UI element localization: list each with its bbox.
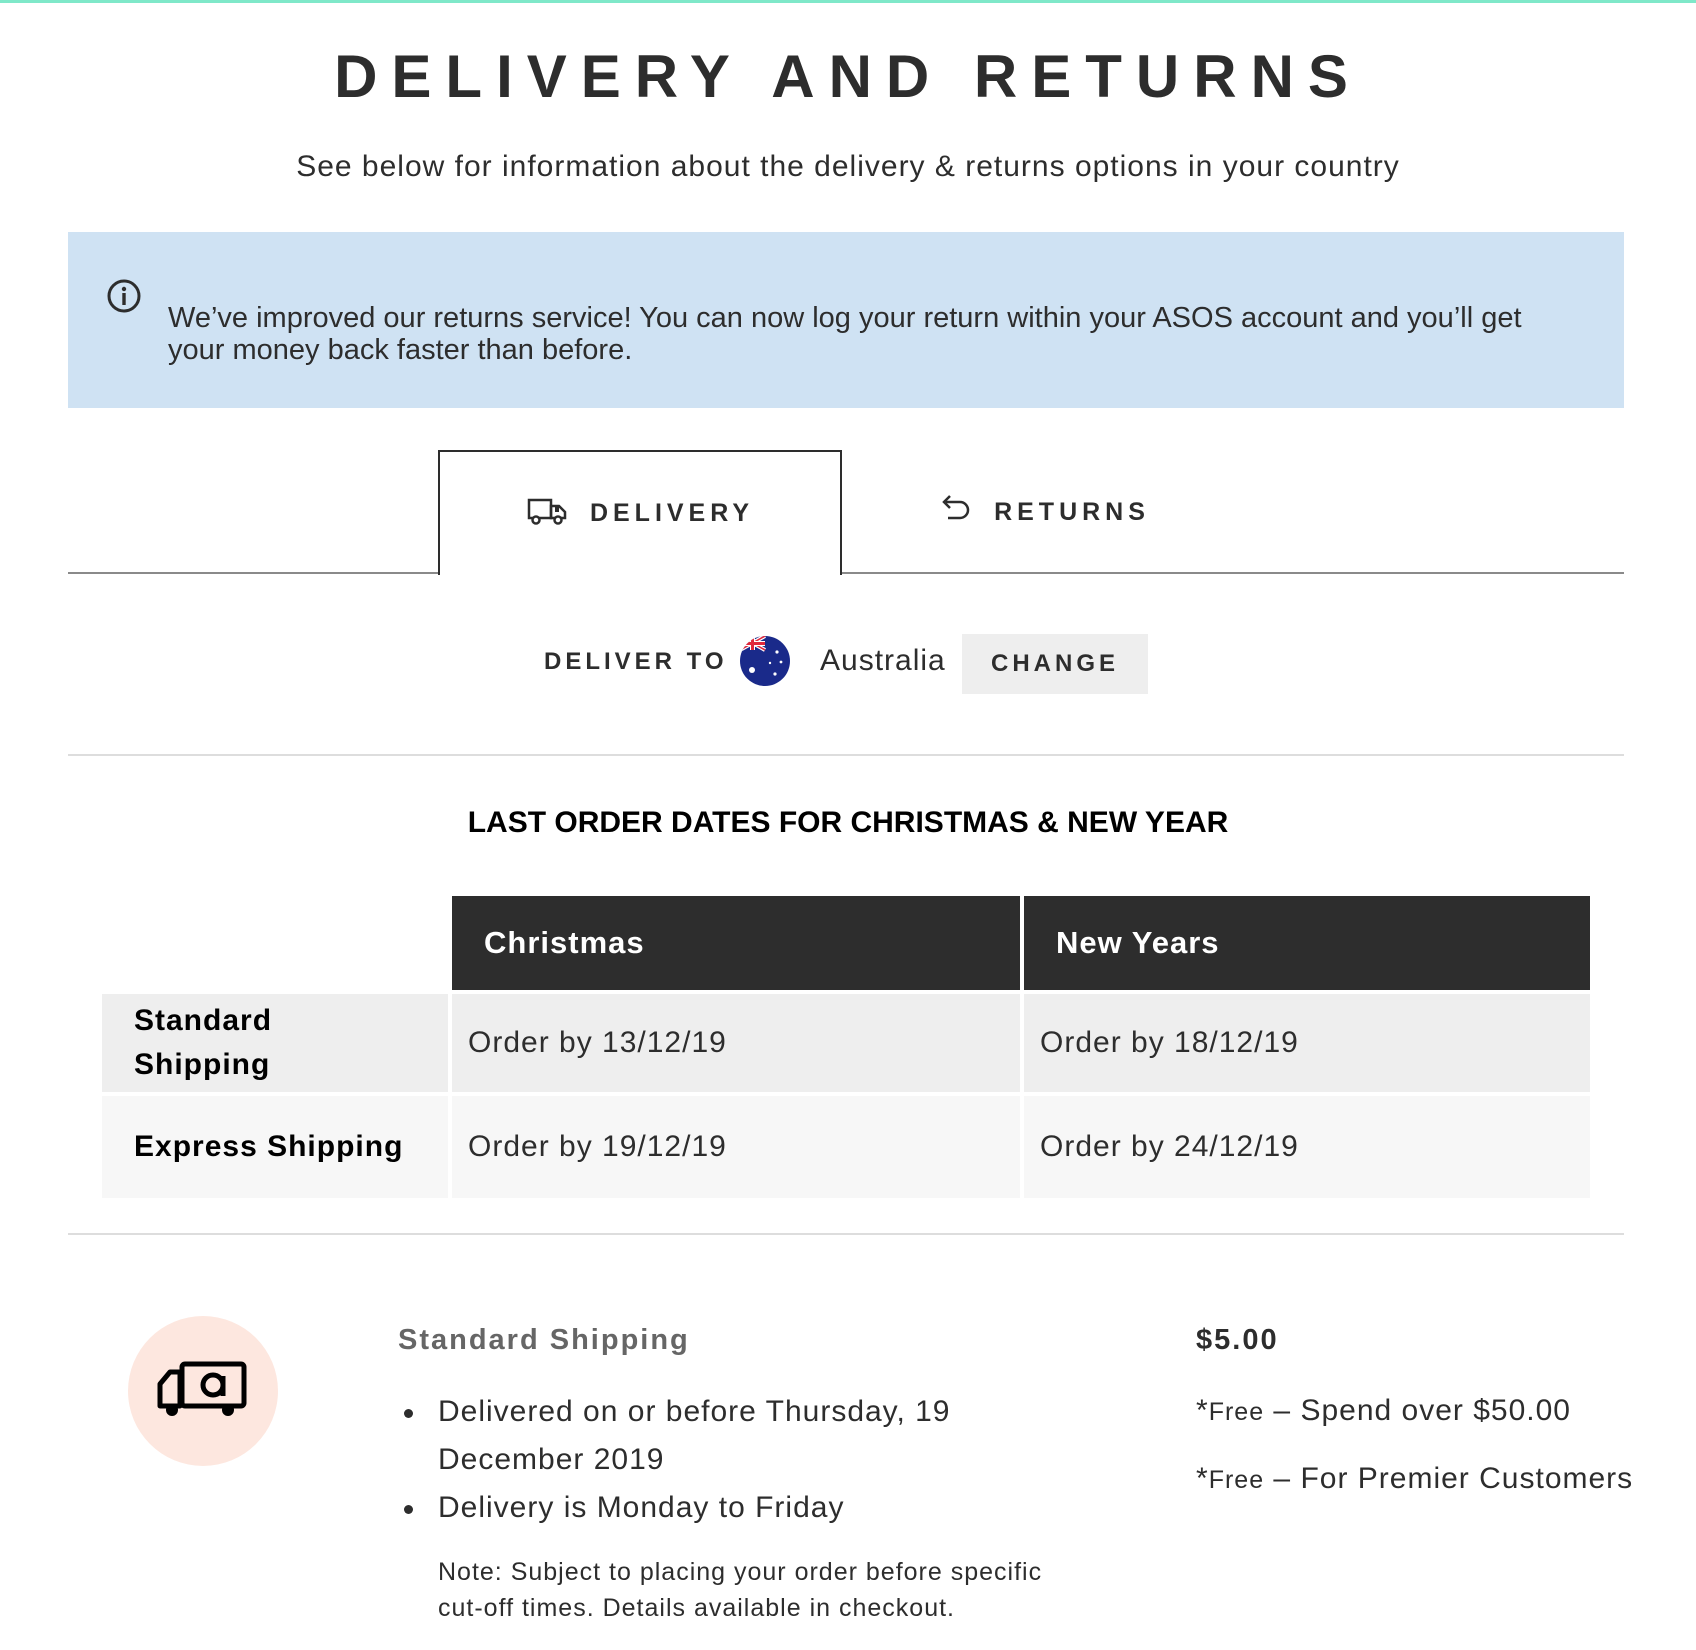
asterisk: * xyxy=(1196,1394,1209,1427)
info-icon xyxy=(106,278,142,314)
info-banner xyxy=(68,232,1624,408)
shipping-details-list xyxy=(398,1388,1038,1532)
section-divider xyxy=(68,754,1624,756)
free-offer-line xyxy=(1196,1394,1571,1428)
tab-returns-label: RETURNS xyxy=(994,497,1150,526)
free-label: Free xyxy=(1208,1398,1265,1426)
row-header-label: Standard Shipping xyxy=(134,1004,273,1081)
free-label: Free xyxy=(1208,1466,1265,1494)
return-arrow-icon xyxy=(938,494,972,531)
free-offer-text: – For Premier Customers xyxy=(1264,1462,1634,1495)
deliver-to-label: DELIVER TO xyxy=(544,648,728,675)
standard-shipping-title: Standard Shipping xyxy=(398,1324,690,1356)
free-offer-line xyxy=(1196,1462,1633,1496)
table-cell: Order by 19/12/19 xyxy=(452,1096,1020,1198)
shipping-note: Note: Subject to placing your order before specific cut-off times. Details available in checkout. xyxy=(438,1558,1043,1622)
top-accent-bar xyxy=(0,0,1696,3)
free-offer-text: – Spend over $50.00 xyxy=(1264,1394,1571,1427)
page-title: DELIVERY AND RETURNS xyxy=(334,43,1362,110)
section-divider xyxy=(68,1233,1624,1235)
tab-returns[interactable] xyxy=(842,450,1246,574)
shipping-icon-circle xyxy=(128,1316,278,1466)
truck-icon xyxy=(526,496,568,531)
tab-bar xyxy=(68,450,1624,574)
delivery-van-icon xyxy=(154,1360,250,1427)
page-subtitle: See below for information about the delivery & returns options in your country xyxy=(296,150,1400,183)
column-header-christmas: Christmas xyxy=(452,896,1020,990)
info-banner-text: We’ve improved our returns service! You can now log your return within your ASOS account and you’ll get your money back faster than before. xyxy=(168,302,1522,366)
deliver-to-row xyxy=(0,634,1696,694)
row-header-express-shipping: Express Shipping xyxy=(102,1096,448,1198)
table-cell: Order by 18/12/19 xyxy=(1024,994,1590,1092)
column-header-new-years: New Years xyxy=(1024,896,1590,990)
tab-delivery[interactable] xyxy=(438,450,842,575)
last-order-dates-title: LAST ORDER DATES FOR CHRISTMAS & NEW YEAR xyxy=(467,806,1229,839)
list-item: Delivered on or before Thursday, 19 December 2019 xyxy=(398,1388,1038,1484)
tab-delivery-label: DELIVERY xyxy=(589,499,755,527)
australia-flag-icon xyxy=(740,636,790,691)
asterisk: * xyxy=(1196,1462,1209,1495)
change-country-button[interactable]: CHANGE xyxy=(962,634,1148,694)
country-name: Australia xyxy=(820,644,946,677)
row-header-standard-shipping xyxy=(102,994,448,1092)
shipping-price: $5.00 xyxy=(1196,1324,1279,1356)
table-cell: Order by 24/12/19 xyxy=(1024,1096,1590,1198)
table-cell: Order by 13/12/19 xyxy=(452,994,1020,1092)
list-item: Delivery is Monday to Friday xyxy=(398,1484,1038,1532)
